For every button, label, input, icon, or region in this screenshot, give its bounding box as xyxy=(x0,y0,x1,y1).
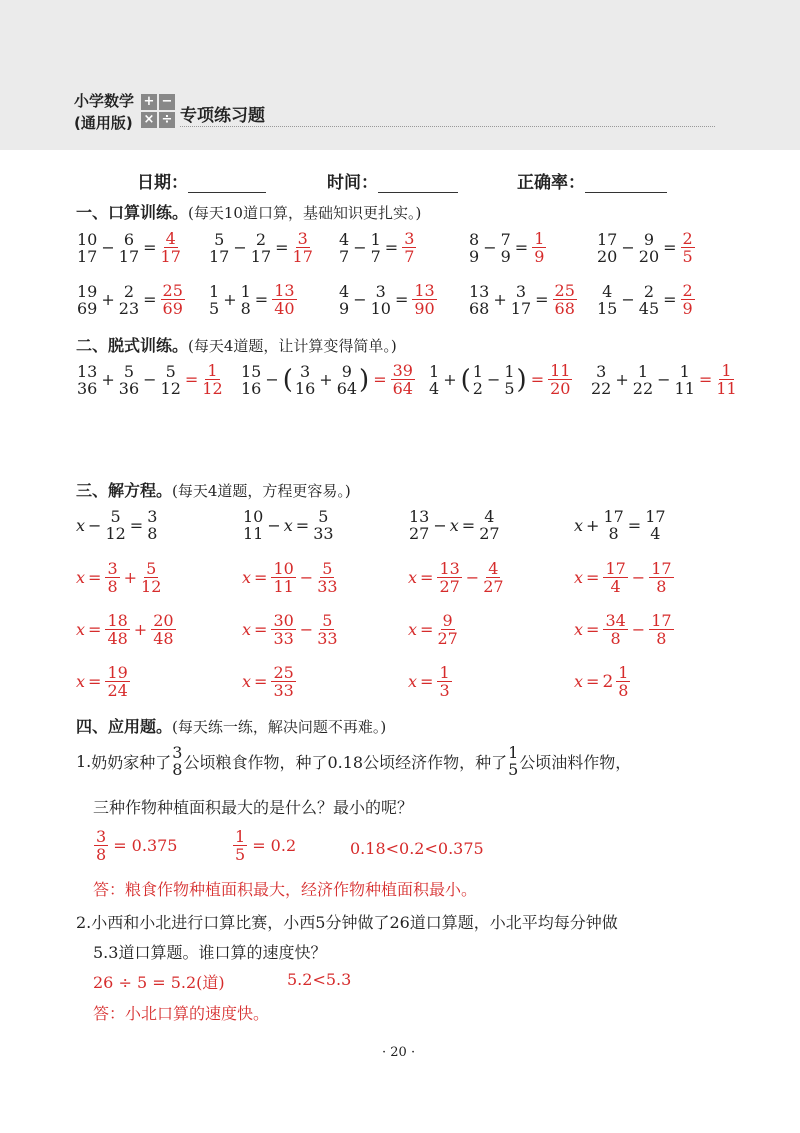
fraction: 7 9 xyxy=(500,229,511,266)
answer-fraction: $\frac{1}{9}$ xyxy=(534,229,545,266)
equation-2-step-2: x = $\frac{30}{33}$ − $\frac{5}{33}$ xyxy=(242,611,338,648)
q2-line-1: 2.小西和小北进行口算比赛，小西5分钟做了26道口算题，小北平均每分钟做 xyxy=(76,913,618,932)
date-blank[interactable] xyxy=(188,174,266,193)
section2-problem-4: 3 22 + 1 22 − 1 11 = $\frac{1}{11}$ xyxy=(591,361,737,398)
fraction: 13 68 xyxy=(469,281,490,318)
oral-problem xyxy=(76,230,182,265)
section2-note: (每天4道题，让计算变得简单。) xyxy=(188,337,397,355)
fraction: 5 17 xyxy=(209,229,230,266)
fraction: 2 17 xyxy=(250,229,272,266)
subject-label: 小学数学 xyxy=(74,92,135,110)
accuracy-blank[interactable] xyxy=(585,174,667,193)
paren-close: ) xyxy=(359,364,370,395)
operations-icon xyxy=(141,94,177,130)
oral-problem xyxy=(208,282,298,317)
section3-title: 三、解方程。 xyxy=(76,481,173,500)
equals: = xyxy=(254,290,269,309)
fraction: 2 45 xyxy=(638,281,660,318)
oral-problem xyxy=(338,230,417,265)
fraction: 4 7 xyxy=(339,229,350,266)
section3-heading xyxy=(76,478,351,501)
equation-1-question: x − 5 12 = 3 8 xyxy=(76,507,158,543)
equation-3-question: 13 27 − x = 4 27 xyxy=(409,507,500,543)
operator: + xyxy=(223,290,237,309)
q2-answer: 答：小北口算的速度快。 xyxy=(93,1004,270,1023)
fraction: 17 20 xyxy=(597,229,618,266)
q2-line-2: 5.3道口算题。谁口算的速度快？ xyxy=(93,943,327,962)
fraction: 9 20 xyxy=(638,229,660,266)
oral-problem xyxy=(468,230,547,265)
operator: − xyxy=(621,290,635,309)
operator: + xyxy=(101,290,115,309)
accuracy-label: 正确率： xyxy=(517,173,585,193)
q1-comparison: 0.18<0.2<0.375 xyxy=(350,839,484,858)
equals: = xyxy=(514,238,529,257)
answer-fraction: $\frac{2}{5}$ xyxy=(682,229,693,266)
equals: = xyxy=(143,290,157,309)
equals: = xyxy=(394,290,409,309)
answer-fraction: $\frac{25}{69}$ xyxy=(162,281,183,318)
fraction: 6 17 xyxy=(118,229,140,266)
fraction: 19 69 xyxy=(77,281,98,318)
page-number: · 20 · xyxy=(382,1045,416,1060)
fraction: 3 17 xyxy=(510,281,532,318)
divide-icon: ÷ xyxy=(159,112,175,128)
fraction: 1 8 xyxy=(240,281,251,318)
q2-work-2: 5.2<5.3 xyxy=(287,970,352,989)
date-field xyxy=(137,168,266,193)
time-field xyxy=(327,168,458,193)
section2-heading xyxy=(76,333,397,356)
section2-problem-1: 13 36 + 5 36 − 5 12 = $\frac{1}{12}$ xyxy=(77,361,223,398)
oral-problem xyxy=(596,230,696,265)
equation-1-step-1: x = $\frac{3}{8}$ + $\frac{5}{12}$ xyxy=(76,559,162,596)
header-divider xyxy=(180,126,715,127)
page-title: 专项练习题 xyxy=(180,106,265,126)
q1-work-1: $\frac{3}{8}$ = 0.375 xyxy=(96,827,178,864)
equation-2-question: 10 11 − x = 5 33 xyxy=(243,507,334,543)
answer-fraction: $\frac{3}{7}$ xyxy=(404,229,415,266)
whole-part: 2 xyxy=(602,671,614,692)
fraction: 10 17 xyxy=(77,229,98,266)
section1-note: (每天10道口算，基础知识更扎实。) xyxy=(188,204,422,222)
operator: − xyxy=(101,238,115,257)
section2-problem-3: 1 4 + ( 1 2 − 1 5 ) = $\frac{11}{20}$ xyxy=(429,361,571,398)
equation-4-question: x + 17 8 = 17 4 xyxy=(574,507,666,543)
equation-2-result: x = $\frac{25}{33}$ xyxy=(242,663,294,700)
fraction: 1 5 xyxy=(209,281,220,318)
equation-3-step-2: x = $\frac{9}{27}$ xyxy=(408,611,458,648)
answer-fraction: $\frac{4}{17}$ xyxy=(160,229,181,266)
q1-answer: 答：粮食作物种植面积最大，经济作物种植面积最小。 xyxy=(93,880,478,899)
equation-3-step-1: x = $\frac{13}{27}$ − $\frac{4}{27}$ xyxy=(408,559,504,596)
answer-fraction: $\frac{13}{40}$ xyxy=(274,281,295,318)
section1-heading xyxy=(76,200,421,223)
operator: + xyxy=(101,370,115,389)
time-blank[interactable] xyxy=(378,174,458,193)
equals: = xyxy=(184,370,199,389)
date-label: 日期： xyxy=(137,173,188,193)
times-icon: × xyxy=(141,112,157,128)
section2-title: 二、脱式训练。 xyxy=(76,336,189,355)
fraction: 4 15 xyxy=(597,281,618,318)
oral-problem xyxy=(596,282,696,317)
fraction: 1 7 xyxy=(370,229,381,266)
q2-work-1: 26 ÷ 5 = 5.2(道) xyxy=(93,973,225,992)
answer-fraction: $\frac{1}{12}$ xyxy=(202,361,223,398)
operator: − xyxy=(621,238,635,257)
operator: − xyxy=(233,238,247,257)
answer-fraction: $\frac{39}{64}$ xyxy=(392,361,413,398)
edition-label: (通用版) xyxy=(74,114,133,132)
section4-title: 四、应用题。 xyxy=(76,717,173,736)
section4-heading xyxy=(76,714,386,737)
plus-icon: + xyxy=(141,94,157,110)
operator: − xyxy=(143,370,157,389)
oral-problem xyxy=(76,282,186,317)
fraction: 8 9 xyxy=(469,229,480,266)
equals: = xyxy=(663,290,677,309)
answer-fraction: $\frac{3}{17}$ xyxy=(292,229,313,266)
operator: − xyxy=(353,238,367,257)
equals: = xyxy=(143,238,157,257)
section3-note: (每天4道题，方程更容易。) xyxy=(172,482,351,500)
answer-fraction: $\frac{11}{20}$ xyxy=(550,361,571,398)
operator: − xyxy=(483,238,497,257)
q1-line-2: 三种作物种植面积最大的是什么？最小的呢？ xyxy=(93,798,414,817)
fraction: 2 23 xyxy=(118,281,140,318)
fraction: 3 10 xyxy=(370,281,391,318)
paren-open: ( xyxy=(282,364,293,395)
time-label: 时间： xyxy=(327,173,378,193)
answer-fraction: $\frac{13}{90}$ xyxy=(414,281,435,318)
equation-2-step-1: x = $\frac{10}{11}$ − $\frac{5}{33}$ xyxy=(242,559,338,596)
minus-icon: − xyxy=(159,94,175,110)
q1-work-2: $\frac{1}{5}$ = 0.2 xyxy=(235,827,297,864)
equation-4-result: x = 2 $\frac{1}{8}$ xyxy=(574,663,629,700)
answer-fraction: $\frac{25}{68}$ xyxy=(554,281,575,318)
equals: = xyxy=(275,238,289,257)
oral-problem xyxy=(338,282,438,317)
accuracy-field xyxy=(517,168,667,193)
equation-4-step-2: x = $\frac{34}{8}$ − $\frac{17}{8}$ xyxy=(574,611,672,648)
equals: = xyxy=(535,290,549,309)
oral-problem xyxy=(208,230,314,265)
fraction: 13 36 xyxy=(77,361,98,398)
section4-note: (每天练一练，解决问题不再难。) xyxy=(172,718,387,736)
equals: = xyxy=(384,238,399,257)
equation-1-step-2: x = $\frac{18}{48}$ + $\frac{20}{48}$ xyxy=(76,611,174,648)
operator: + xyxy=(493,290,507,309)
section2-problem-2: 15 16 − ( 3 16 + 9 64 ) = $\frac{39}{64}$ xyxy=(241,361,413,398)
operator: − xyxy=(353,290,367,309)
equals: = xyxy=(663,238,677,257)
equation-3-result: x = $\frac{1}{3}$ xyxy=(408,663,450,700)
equation-4-step-1: x = $\frac{17}{4}$ − $\frac{17}{8}$ xyxy=(574,559,672,596)
answer-fraction: $\frac{1}{11}$ xyxy=(716,361,737,398)
section1-title: 一、口算训练。 xyxy=(76,203,189,222)
q1-line-1: 1. 奶奶家种了 3 8 公顷粮食作物，种了0.18公顷经济作物，种了 1 5 公顷油料作物， xyxy=(76,743,632,779)
oral-problem xyxy=(468,282,578,317)
answer-fraction: $\frac{2}{9}$ xyxy=(682,281,693,318)
fraction: 4 9 xyxy=(339,281,350,318)
equation-1-result: x = $\frac{19}{24}$ xyxy=(76,663,128,700)
